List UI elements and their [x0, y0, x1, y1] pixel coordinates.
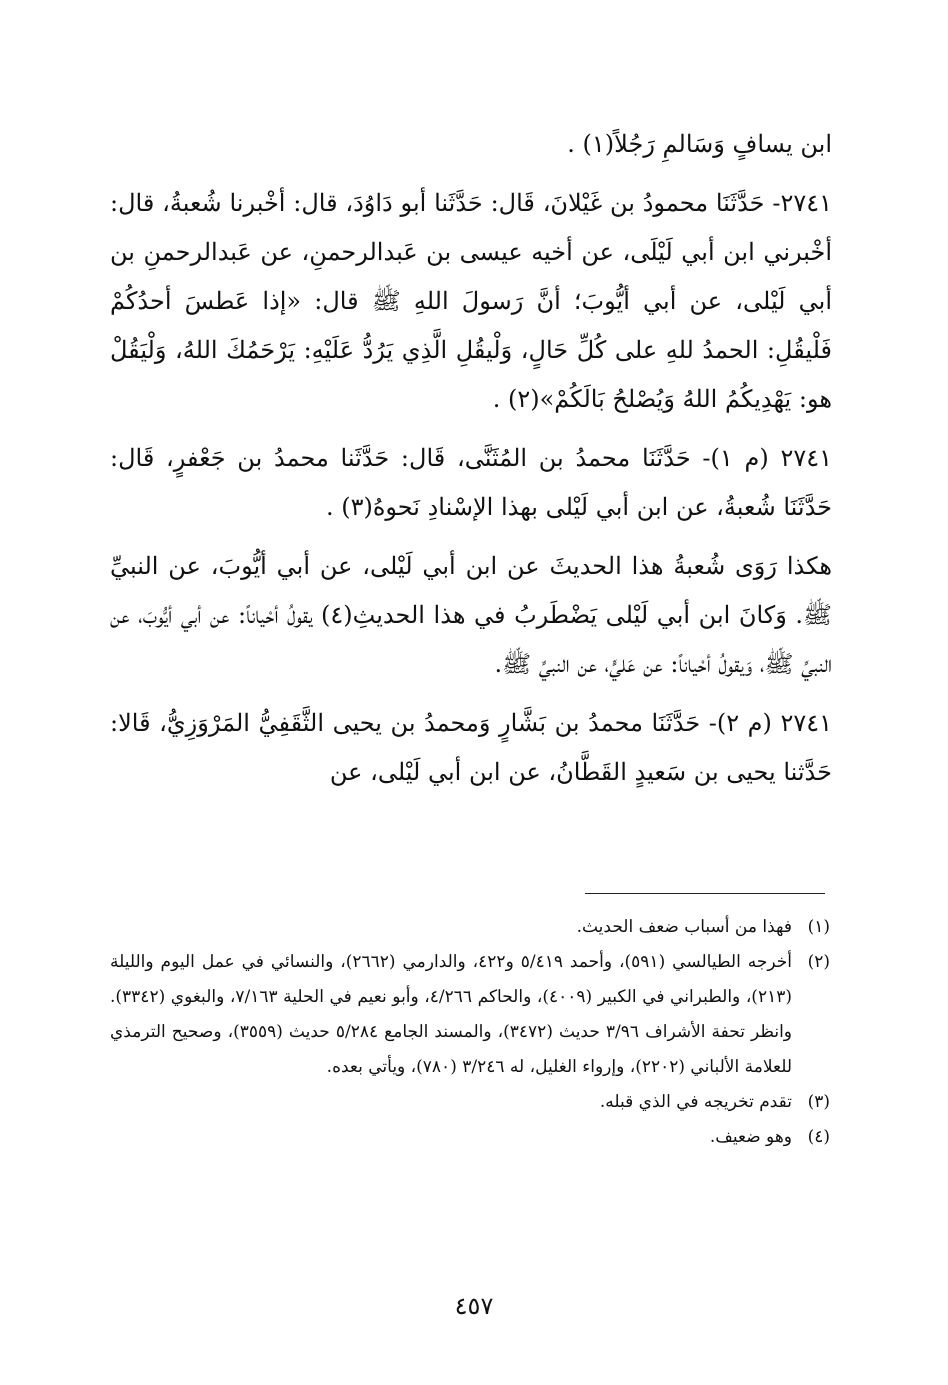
footnote-item [110, 910, 830, 945]
hadith-2741-m1: ٢٧٤١ (م ١)- حَدَّثَنَا محمدُ بن المُثَنَّى، قَال: حَدَّثَنا محمدُ بن جَعْفرٍ، قَال: حَدَّثَنَا شُعبةُ، عن ابن أبي لَيْلى بهذا الإسْنادِ نَحوهُ(٣) . [110, 444, 833, 521]
footnotes [110, 910, 830, 1155]
footnote-number: (٢) [807, 952, 830, 972]
footnote-text: تقدم تخريجه في الذي قبله. [599, 1092, 792, 1112]
page-number: ٤٥٧ [454, 1292, 494, 1320]
paragraph-continuation: ابن يسافٍ وَسَالمِ رَجُلاً(١) . [567, 130, 832, 158]
footnote-text: أخرجه الطيالسي (٥٩١)، وأحمد ٥/٤١٩ و٤٢٢، والدارمي (٢٦٦٢)، والنسائي في عمل اليوم والليلة (٢١٣)، والطبراني في الكبير (٤٠٠٩)، والحاكم ٤/٢٦٦، وأبو نعيم في الحلية ٧/١٦٣، والبغوي (٣٣٤٢). وانظر تحفة الأشراف ٣/٩٦ حديث (٣٤٧٢)، والمسند الجامع ٥/٢٨٤ حديث (٣٥٥٩)، وصحيح الترمذي للعلامة الألباني (٢٢٠٢)، وإرواء الغليل، له ٣/٢٤٦ (٧٨٠)، ويأتي بعده. [110, 952, 793, 1077]
hadith-2741: ٢٧٤١- حَدَّثَنَا محمودُ بن غَيْلانَ، قَال: حَدَّثَنا أبو دَاوُدَ، قال: أخْبرنا شُعبةُ، قال: أخْبرني ابن أبي لَيْلَى، عن أخيه عيسى بن عَبدالرحمنِ، عن عَبدالرحمنِ بن أبي لَيْلى، عن أبي أيُّوبَ؛ أنَّ رَسولَ اللهِ ﷺ قال: «إذا عَطسَ أحدُكُمْ فَلْيقُلِ: الحمدُ للهِ على كُلِّ حَالٍ، وَلْيقُلِ الَّذِي يَرُدُّ عَلَيْهِ: يَرْحَمُكَ اللهُ، وَلْيَقُلْ هو: يَهْدِيكُمُ اللهُ وَيُصْلحُ بَالَكُمْ»(٢) . [110, 189, 832, 413]
hadith-2741-m2: ٢٧٤١ (م ٢)- حَدَّثَنَا محمدُ بن بَشَّارٍ وَمحمدُ بن يحيى الثَّقَفِيُّ المَرْوَزِيُّ، قَالا: حَدَّثنا يحيى بن سَعيدٍ القَطَّانُ، عن ابن أبي لَيْلى، عن [110, 709, 833, 786]
footnote-number: (١) [807, 917, 830, 937]
footnote-item [110, 945, 830, 1085]
footnote-item [110, 1120, 830, 1155]
footnote-number: (٣) [807, 1092, 830, 1112]
commentary-paragraph: هكذا رَوَى شُعبةُ هذا الحديثَ عن ابن أبي لَيْلى، عن أبي أيُّوبَ، عن النبيِّ ﷺ. وَكانَ ابن أبي لَيْلى يَضْطَربُ في هذا الحديثِ(٤) يقولُ أحْياناً: عن أبي أيُّوبَ، عن النبيِّ ﷺ، وَيقولُ أحْياناً: عن عَليٍّ، عن النبيِّ ﷺ. [110, 552, 833, 678]
footnote-item [110, 1085, 830, 1120]
footnote-divider [585, 893, 825, 894]
main-text [110, 120, 832, 807]
footnote-number: (٤) [807, 1127, 830, 1147]
footnote-text: فهذا من أسباب ضعف الحديث. [576, 917, 792, 937]
footnote-text: وهو ضعيف. [709, 1127, 792, 1147]
